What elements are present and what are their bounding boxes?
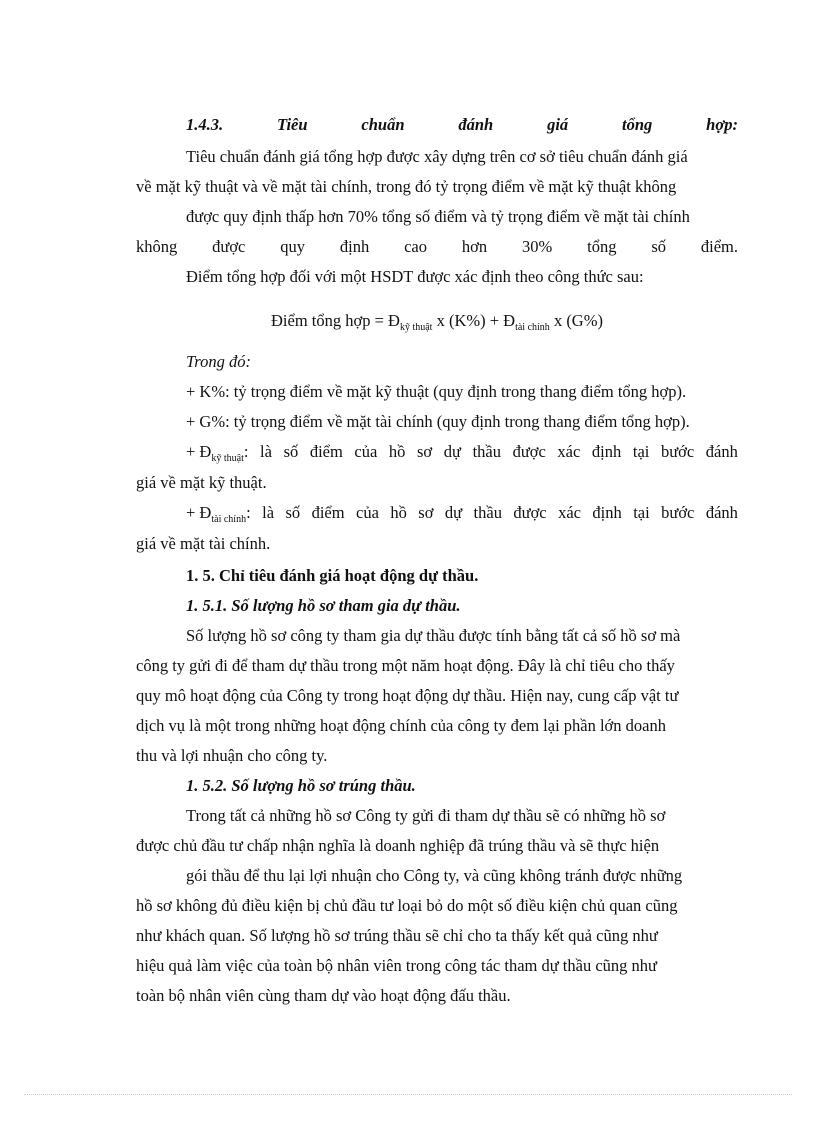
formula <box>136 310 738 332</box>
word: số <box>285 503 301 522</box>
word: : <box>243 442 249 461</box>
paragraph-line: hồ sơ không đủ điều kiện bị chủ đầu tư loại bỏ do một số điều kiện chủ quan cũng <box>136 896 678 915</box>
word: bước <box>661 503 695 522</box>
item-sub: kỹ thuật <box>211 453 244 464</box>
word: tại <box>632 442 650 461</box>
paragraph-line: Trong tất cả những hồ sơ Công ty gửi đi tham dự thầu sẽ có những hồ sơ <box>186 806 666 825</box>
trong-do-label: Trong đó: <box>186 352 251 371</box>
word: quy <box>280 237 305 256</box>
word: sơ <box>418 503 434 522</box>
word: được <box>513 503 547 522</box>
formula-mid: x (K%) + Đ <box>432 311 516 330</box>
section-1-5-heading: 1. 5. Chỉ tiêu đánh giá hoạt động dự thầu. <box>186 566 479 585</box>
word: hồ <box>390 503 407 522</box>
word: của <box>356 503 379 522</box>
word: của <box>354 442 378 461</box>
word: thầu <box>472 442 501 461</box>
list-item-k: + K%: tỷ trọng điểm về mặt kỹ thuật (quy định trong thang điểm tổng hợp). <box>186 382 687 401</box>
word: xác <box>558 503 581 522</box>
formula-rhs: x (G%) <box>549 311 603 330</box>
word: định <box>339 237 370 256</box>
formula-sub-kt: kỹ thuật <box>399 322 433 333</box>
heading-word: hợp: <box>706 115 738 134</box>
paragraph-line: Số lượng hồ sơ công ty tham gia dự thầu được tính bằng tất cả số hồ sơ mà <box>186 626 681 645</box>
page-bottom-divider <box>24 1094 792 1095</box>
section-1-5-2-heading: 1. 5.2. Số lượng hồ sơ trúng thầu. <box>186 776 416 795</box>
heading-word: chuẩn <box>361 115 405 134</box>
heading-word: Tiêu <box>276 115 308 134</box>
prefix-text: + Đ <box>186 503 212 522</box>
heading-word: tổng <box>622 115 653 134</box>
word: tại <box>633 503 650 522</box>
paragraph-line: quy mô hoạt động của Công ty trong hoạt động dự thầu. Hiện nay, cung cấp vật tư <box>136 686 679 705</box>
word: định <box>591 442 622 461</box>
word: tổng <box>587 237 617 256</box>
word: là <box>262 503 275 522</box>
word: không <box>136 237 178 256</box>
paragraph-line: được chủ đầu tư chấp nhận nghĩa là doanh nghiệp đã trúng thầu và sẽ thực hiện <box>136 836 660 855</box>
paragraph-line: Điểm tổng hợp đối với một HSDT được xác định theo công thức sau: <box>186 267 644 286</box>
word: định <box>592 503 622 522</box>
formula-sub-tc: tài chính <box>515 322 550 333</box>
word: hơn <box>461 237 488 256</box>
word: điểm. <box>700 237 738 256</box>
word: cao <box>404 237 427 256</box>
paragraph-line: như khách quan. Số lượng hồ sơ trúng thầu sẽ chỉ cho ta thấy kết quả cũng như <box>136 926 658 945</box>
prefix-text: + Đ <box>186 442 212 461</box>
word: số <box>651 237 666 256</box>
heading-word: giá <box>547 115 569 134</box>
heading-word: đánh <box>458 115 494 134</box>
paragraph-line-justified <box>136 236 738 258</box>
item-prefix <box>186 441 248 463</box>
word: đánh <box>705 442 738 461</box>
paragraph-line: gói thầu để thu lại lợi nhuận cho Công ty, và cũng không tránh được những <box>186 866 683 885</box>
section-1-5-1-heading: 1. 5.1. Số lượng hồ sơ tham gia dự thầu. <box>186 596 461 615</box>
paragraph-line: công ty gửi đi để tham dự thầu trong một năm hoạt động. Đây là chỉ tiêu cho thấy <box>136 656 675 675</box>
word: được <box>212 237 246 256</box>
formula-lhs: Điểm tổng hợp = Đ <box>271 311 400 330</box>
word: bước <box>660 442 695 461</box>
word: là <box>260 442 272 461</box>
list-item-d-kt <box>186 441 738 463</box>
word: số <box>283 442 299 461</box>
word: xác <box>557 442 581 461</box>
list-item-d-tc <box>186 502 738 524</box>
word: 30% <box>521 237 553 256</box>
word: thầu <box>473 503 502 522</box>
paragraph-line: được quy định thấp hơn 70% tổng số điểm và tỷ trọng điểm về mặt tài chính <box>186 207 690 226</box>
item-prefix <box>186 502 251 524</box>
paragraph-line: hiệu quả làm việc của toàn bộ nhân viên trong công tác tham dự thầu cũng như <box>136 956 657 975</box>
item-sub: tài chính <box>211 514 247 525</box>
word: điểm <box>309 442 343 461</box>
heading-word: 1.4.3. <box>186 115 224 134</box>
word: dự <box>443 442 461 461</box>
list-item-continuation: giá về mặt tài chính. <box>136 534 271 553</box>
word: được <box>512 442 546 461</box>
paragraph-line: dịch vụ là một trong những hoạt động chính của công ty đem lại phần lớn doanh <box>136 716 666 735</box>
paragraph-line: toàn bộ nhân viên cùng tham dự vào hoạt động đấu thầu. <box>136 986 511 1005</box>
word: điểm <box>311 503 345 522</box>
word: hồ <box>388 442 406 461</box>
paragraph-line: thu và lợi nhuận cho công ty. <box>136 746 328 765</box>
word: dự <box>444 503 463 522</box>
paragraph-line: Tiêu chuẩn đánh giá tổng hợp được xây dựng trên cơ sở tiêu chuẩn đánh giá <box>186 147 688 166</box>
list-item-continuation: giá về mặt kỹ thuật. <box>136 473 267 492</box>
list-item-g: + G%: tỷ trọng điểm về mặt tài chính (quy định trong thang điểm tổng hợp). <box>186 412 690 431</box>
section-1-4-3-heading <box>186 114 738 136</box>
word: đánh <box>705 503 738 522</box>
paragraph-line: về mặt kỹ thuật và về mặt tài chính, trong đó tỷ trọng điểm về mặt kỹ thuật không <box>136 177 677 196</box>
word: : <box>246 503 251 522</box>
word: sơ <box>417 442 433 461</box>
